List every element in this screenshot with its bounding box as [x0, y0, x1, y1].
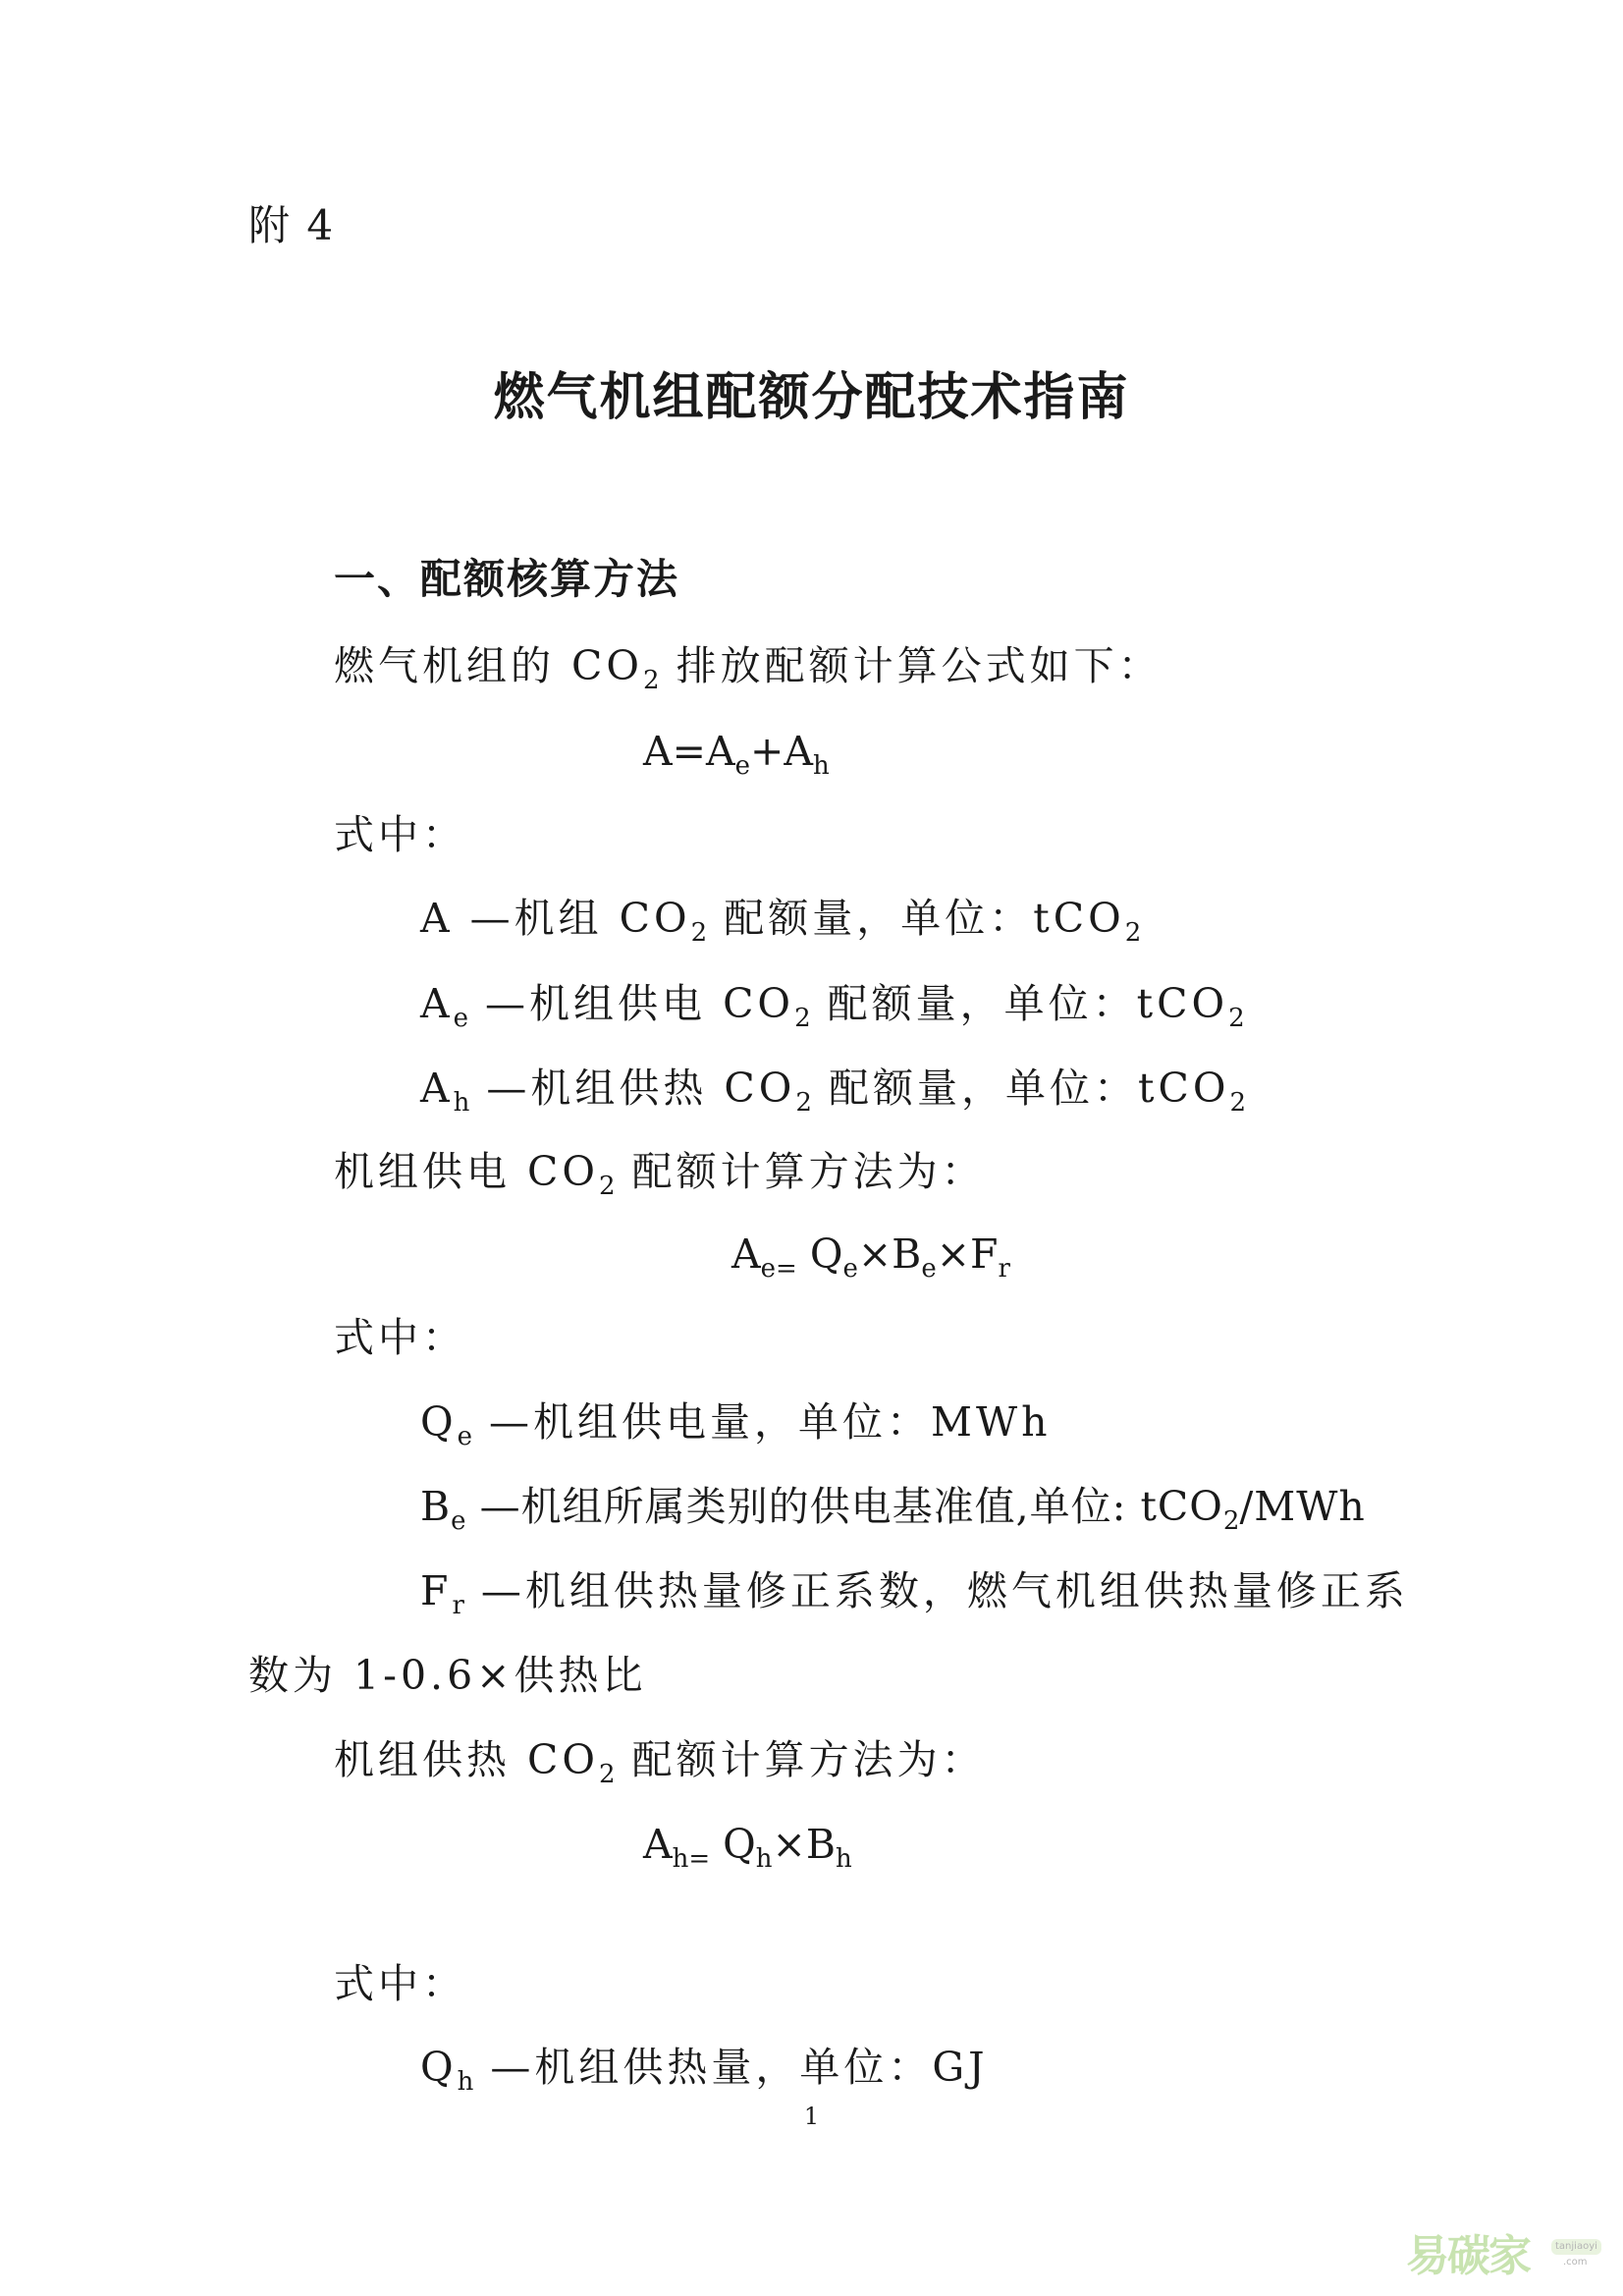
formula-power: $A_{e=}$ $Q_e\times B_e\times F_r$: [731, 1230, 1010, 1284]
section-heading: 一、配额核算方法: [334, 555, 680, 603]
definition-Ae: $A_e$ —机组供电 $CO_2$ 配额量，单位：tCO$_2$: [420, 980, 1245, 1033]
watermark-subtext: tanjiaoyi: [1551, 2239, 1601, 2255]
definition-Fr: $F_r$ —机组供热量修正系数，燃气机组供热量修正系: [420, 1567, 1409, 1620]
intro-paragraph: 燃气机组的 $CO_2$ 排放配额计算公式如下：: [334, 642, 1163, 695]
definition-Fr-continued: 数为 1-0.6×供热比: [248, 1652, 647, 1699]
formula-heat: $A_{h=}$ $Q_h\times B_h$: [643, 1821, 852, 1874]
heat-method-paragraph: 机组供热 $CO_2$ 配额计算方法为：: [334, 1736, 986, 1789]
page-number: 1: [803, 2103, 820, 2130]
formula-total: $A=A_e+A_h$: [643, 728, 830, 781]
definition-Ah: $A_h$ —机组供热 $CO_2$ 配额量，单位：tCO$_2$: [420, 1065, 1247, 1118]
watermark-logo: [1406, 2231, 1607, 2282]
definition-Be: $B_e$ —机组所属类别的供电基准值,单位: tCO$_2$/MWh: [420, 1483, 1366, 1536]
definition-A: A —机组 $CO_2$ 配额量，单位：tCO$_2$: [420, 895, 1142, 948]
annex-label: 附 4: [248, 201, 336, 249]
definition-Qe: $Q_e$ —机组供电量，单位：MWh: [420, 1398, 1052, 1451]
definition-Qh: $Q_h$ —机组供热量，单位：GJ: [420, 2044, 989, 2097]
watermark-domain: .com: [1563, 2257, 1588, 2268]
page-title: 燃气机组配额分配技术指南: [493, 368, 1130, 427]
where-label: 式中：: [334, 811, 466, 858]
power-method-paragraph: 机组供电 $CO_2$ 配额计算方法为：: [334, 1148, 986, 1201]
where-label: 式中：: [334, 1314, 466, 1361]
watermark-mark: 易碳家: [1406, 2231, 1530, 2281]
where-label: 式中：: [334, 1960, 466, 2007]
